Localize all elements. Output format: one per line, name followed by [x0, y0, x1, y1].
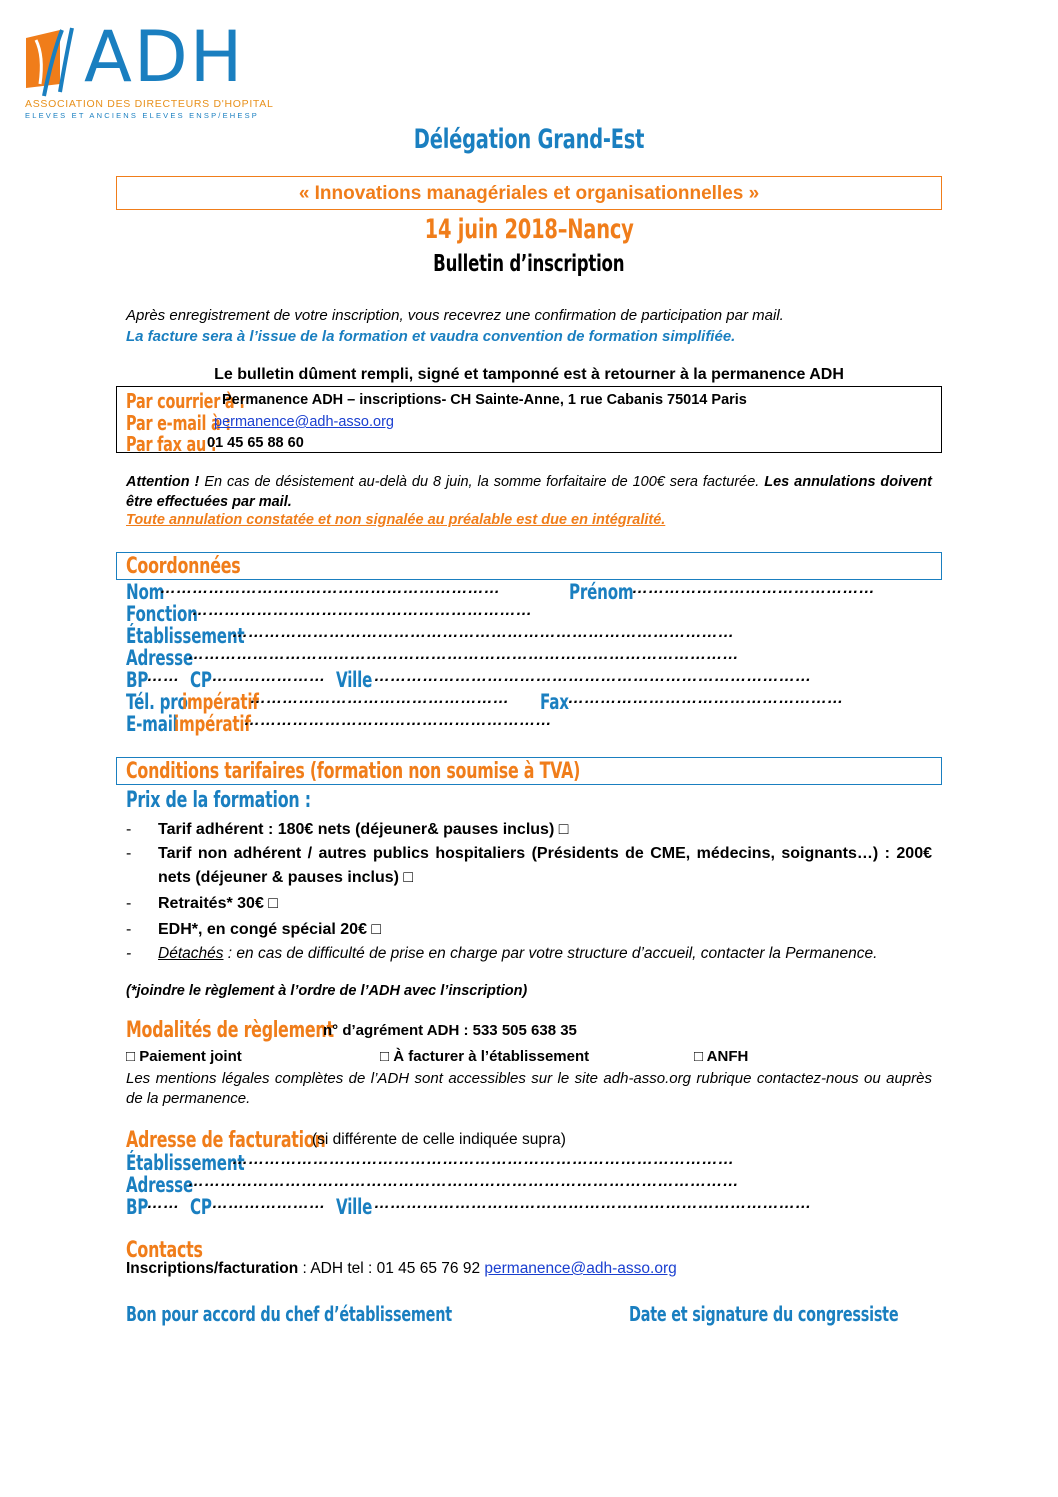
fonction-field[interactable]: ………………………………………………………	[192, 602, 533, 619]
tarifs-section	[116, 757, 942, 785]
tarif-non-adherent[interactable]: - Tarif non adhérent / autres publics hospitaliers (Présidents de CME, médecins, soignants…) : 200€ nets (déjeuner & pauses inclus) □	[126, 845, 932, 886]
option-anfh[interactable]: □ ANFH	[694, 1048, 749, 1065]
fax-line: Par fax au : 01 45 65 88 60	[126, 432, 304, 456]
courrier-line: Par courrier à : Permanence ADH – inscriptions- CH Sainte-Anne, 1 rue Cabanis 75014 Paris	[126, 389, 747, 413]
nom-field[interactable]: ………………………………………………………	[160, 580, 501, 597]
adresse-field[interactable]: …………………………………………………………………………………………	[188, 646, 739, 663]
tarif-retraites[interactable]: - Retraités* 30€ □	[126, 895, 278, 912]
fact-etablissement-label: Établissement	[126, 1151, 245, 1175]
nom-prenom-row	[126, 580, 875, 604]
tel-fax-row	[126, 690, 844, 714]
coordonnees-section	[116, 552, 942, 580]
fax-field[interactable]: ……………………………………………	[568, 690, 844, 707]
etablissement-label: Établissement	[126, 624, 245, 648]
adh-logo	[22, 16, 274, 120]
fact-ville-label: Ville	[336, 1195, 373, 1219]
signature-congressiste: Date et signature du congressiste	[629, 1302, 899, 1326]
adresse-row	[126, 646, 739, 670]
contacts-email-link[interactable]: permanence@adh-asso.org	[484, 1260, 677, 1277]
event-date: 14 juin 2018–Nancy	[424, 214, 634, 245]
tarif-detaches: - Détachés : en cas de difficulté de prise en charge par votre structure d’accueil, contacter la Permanence.	[126, 945, 878, 962]
cp-label: CP	[190, 668, 212, 692]
attention-bold: Les annulations doivent être effectuées par mail.	[126, 474, 932, 510]
fonction-label: Fonction	[126, 602, 198, 626]
tarifs-title: Conditions tarifaires (formation non soumise à TVA)	[126, 759, 581, 784]
ville-field[interactable]: ………………………………………………………………………	[374, 668, 812, 685]
event-title-box	[116, 176, 942, 210]
attention-label: Attention !	[126, 474, 200, 490]
email-row	[126, 712, 552, 736]
bp-cp-ville-row	[126, 668, 812, 692]
bp-field[interactable]: ……	[147, 668, 180, 685]
fact-bp-label: BP	[126, 1195, 149, 1219]
bulletin-title: Bulletin d’inscription	[433, 251, 625, 277]
tel-field[interactable]: …………………………………………	[250, 690, 510, 707]
contacts-line	[126, 1260, 677, 1278]
email-imperatif: impératif	[174, 712, 251, 736]
signature-chef: Bon pour accord du chef d’établissement	[126, 1302, 452, 1326]
logo-subtitle-secondary: ELEVES ET ANCIENS ELEVES ENSP/EHESP	[25, 111, 260, 120]
tarif-adherent[interactable]: - Tarif adhérent : 180€ nets (déjeuner& pauses inclus) □	[126, 821, 569, 838]
reglement-title: Modalités de règlement	[126, 1018, 334, 1043]
fact-etablissement-row	[126, 1151, 735, 1175]
return-contact-box	[116, 386, 942, 456]
attention-text: En cas de désistement au-delà du 8 juin, la somme forfaitaire de 100€ sera facturée.	[199, 474, 760, 490]
ville-label: Ville	[336, 668, 373, 692]
tarif-edh[interactable]: - EDH*, en congé spécial 20€ □	[126, 921, 382, 938]
contacts-phone: : ADH tel : 01 45 65 76 92	[298, 1260, 485, 1277]
fact-bp-cp-ville-row	[126, 1195, 812, 1219]
email-field[interactable]: …………………………………………………	[244, 712, 552, 729]
fact-cp-field[interactable]: …………………	[212, 1195, 326, 1212]
agrement-number: n° d’agrément ADH : 533 505 638 35	[323, 1022, 577, 1039]
joindre-note: (*joindre le règlement à l’ordre de l’ADH avec l’inscription)	[126, 983, 528, 999]
option-facturer-etablissement[interactable]: □ À facturer à l’établissement	[380, 1048, 590, 1065]
intro-line-1: Après enregistrement de votre inscription, vous recevrez une confirmation de participation par mail.	[126, 307, 784, 324]
fact-adresse-row	[126, 1173, 739, 1197]
nom-label: Nom	[126, 580, 165, 604]
logo-wordmark: ADH	[84, 16, 245, 98]
facturation-note: (si différente de celle indiquée supra)	[312, 1131, 566, 1148]
event-title: « Innovations managériales et organisationnelles »	[298, 183, 760, 204]
attention-paragraph	[126, 472, 932, 512]
tel-imperatif: impératif	[182, 690, 259, 714]
intro-line-2: La facture sera à l’issue de la formation et vaudra convention de formation simplifiée.	[126, 328, 736, 345]
logo-subtitle: ASSOCIATION DES DIRECTEURS D'HOPITAL	[25, 98, 274, 110]
contacts-title: Contacts	[126, 1238, 203, 1263]
fact-adresse-label: Adresse	[126, 1173, 193, 1197]
email-line: Par e-mail à : permanence@adh-asso.org	[126, 411, 394, 435]
option-paiement-joint[interactable]: □ Paiement joint	[126, 1048, 242, 1065]
bp-label: BP	[126, 668, 149, 692]
fact-cp-label: CP	[190, 1195, 212, 1219]
prenom-label: Prénom	[569, 580, 634, 604]
etablissement-field[interactable]: …………………………………………………………………………………	[232, 624, 735, 641]
fax-label: Fax	[540, 690, 569, 714]
email-link[interactable]: permanence@adh-asso.org	[214, 414, 394, 430]
facturation-title: Adresse de facturation	[126, 1128, 326, 1153]
fact-bp-field[interactable]: ……	[147, 1195, 180, 1212]
delegation-title: Délégation Grand-Est	[413, 124, 645, 155]
prix-title: Prix de la formation :	[126, 788, 311, 813]
fact-etablissement-field[interactable]: …………………………………………………………………………………	[232, 1151, 735, 1168]
fact-adresse-field[interactable]: …………………………………………………………………………………………	[188, 1173, 739, 1190]
cp-field[interactable]: …………………	[212, 668, 326, 685]
attention-warning: Toute annulation constatée et non signalée au préalable est due en intégralité.	[126, 512, 666, 528]
etablissement-row	[126, 624, 735, 648]
tel-label: Tél. pro	[126, 690, 188, 714]
coordonnees-title: Coordonnées	[126, 554, 241, 579]
mentions-legales: Les mentions légales complètes de l’ADH sont accessibles sur le site adh-asso.org rubrique contactez-nous ou auprès de la permanence.	[126, 1070, 932, 1107]
fact-ville-field[interactable]: ………………………………………………………………………	[374, 1195, 812, 1212]
email-label: E-mail	[126, 712, 178, 736]
fonction-row	[126, 602, 533, 626]
adresse-label: Adresse	[126, 646, 193, 670]
prenom-field[interactable]: ………………………………………	[632, 580, 875, 597]
contacts-label: Inscriptions/facturation	[126, 1260, 299, 1277]
return-title: Le bulletin dûment rempli, signé et tamponné est à retourner à la permanence ADH	[214, 366, 844, 383]
